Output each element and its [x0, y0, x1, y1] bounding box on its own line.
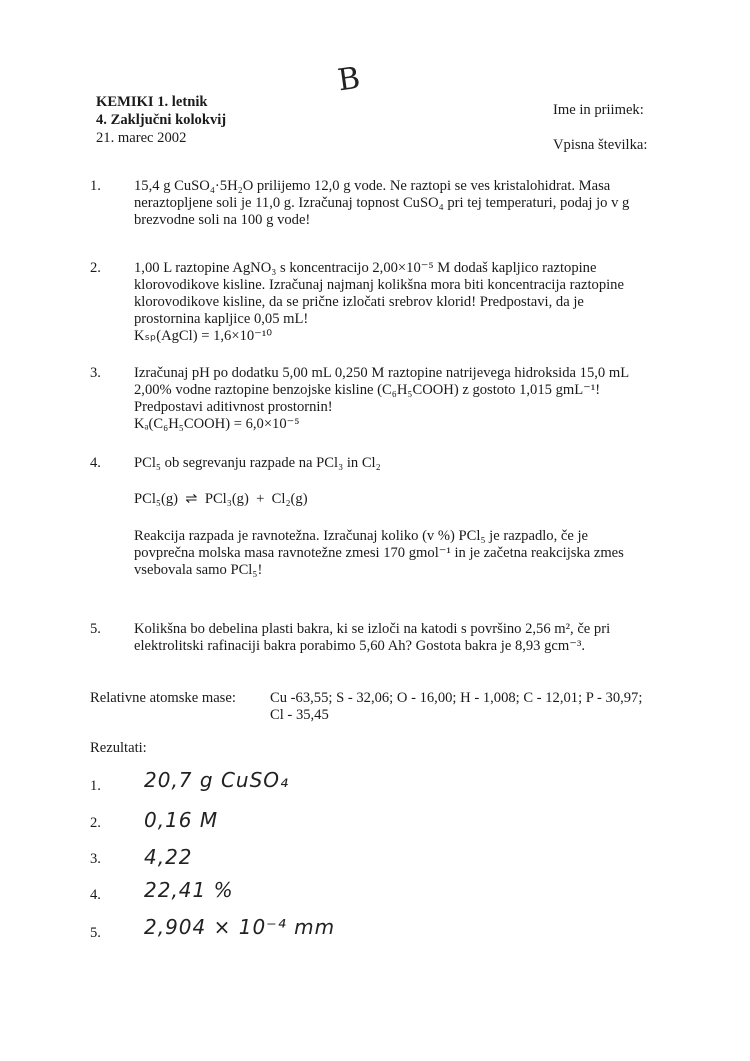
id-label: Vpisna številka: — [553, 137, 648, 153]
question-1 — [134, 178, 674, 229]
reaction-equation: PCl₅(g) ⇌ PCl₃(g) + Cl₂(g) — [134, 491, 308, 507]
question-line: 15,4 g CuSO₄·5H₂O prilijemo 12,0 g vode. Ne raztopi se ves kristalohidrat. Masa — [134, 178, 611, 194]
atomic-masses-values — [270, 690, 642, 724]
question-line: klorovodikove kisline. Izračunaj najmanj kolikšna mora biti koncentracija raztopine — [134, 277, 624, 293]
question-line: elektrolitski rafinaciji bakra porabimo 5,60 Ah? Gostota bakra je 8,93 gcm⁻³. — [134, 638, 585, 654]
question-line: Izračunaj pH po dodatku 5,00 mL 0,250 M raztopine natrijevega hidroksida 15,0 mL — [134, 365, 630, 381]
result-number: 2. — [90, 815, 101, 831]
question-line: 1,00 L raztopine AgNO₃ s koncentracijo 2,00×10⁻⁵ M dodaš kapljico raztopine — [134, 260, 597, 276]
result-answer-2: 0,16 M — [144, 808, 219, 832]
question-number: 1. — [90, 178, 101, 194]
question-number: 2. — [90, 260, 101, 276]
result-answer-3: 4,22 — [144, 845, 193, 869]
question-line: PCl₅ ob segrevanju razpade na PCl₃ in Cl₂ — [134, 455, 381, 471]
atomic-masses-label: Relativne atomske mase: — [90, 690, 236, 706]
result-answer-5: 2,904 × 10⁻⁴ mm — [144, 915, 336, 939]
result-answer-4: 22,41 % — [144, 878, 234, 902]
result-number: 3. — [90, 851, 101, 867]
question-5 — [134, 621, 674, 655]
question-line: 2,00% vodne raztopine benzojske kisline (C₆H₅COOH) z gostoto 1,015 gmL⁻¹! — [134, 382, 601, 398]
question-number: 5. — [90, 621, 101, 637]
question-2 — [134, 260, 674, 345]
exam-date: 21. marec 2002 — [96, 130, 187, 146]
question-line: prostornina kapljice 0,05 mL! — [134, 311, 309, 327]
question-number: 4. — [90, 455, 101, 471]
course-title: KEMIKI 1. letnik — [96, 94, 208, 110]
result-number: 1. — [90, 778, 101, 794]
question-line: Kₐ(C₆H₅COOH) = 6,0×10⁻⁵ — [134, 416, 300, 432]
atomic-masses-line: Cl - 35,45 — [270, 707, 329, 723]
results-label: Rezultati: — [90, 740, 147, 756]
atomic-masses-line: Cu -63,55; S - 32,06; O - 16,00; H - 1,008; C - 12,01; P - 30,97; — [270, 690, 643, 706]
question-line: Predpostavi aditivnost prostornin! — [134, 399, 333, 415]
result-number: 5. — [90, 925, 101, 941]
result-number: 4. — [90, 887, 101, 903]
question-line: Kolikšna bo debelina plasti bakra, ki se izloči na katodi s površino 2,56 m², če pri — [134, 621, 611, 637]
question-line: vsebovala samo PCl₅! — [134, 562, 263, 578]
question-line: brezvodne soli na 100 g vode! — [134, 212, 311, 228]
name-label: Ime in priimek: — [553, 102, 644, 118]
question-line: Kₛₚ(AgCl) = 1,6×10⁻¹⁰ — [134, 328, 273, 344]
question-line: klorovodikove kisline, da se prične izločati srebrov klorid! Predpostavi, da je — [134, 294, 584, 310]
variant-mark: B — [335, 60, 364, 99]
question-line: Reakcija razpada je ravnotežna. Izračunaj koliko (v %) PCl₅ je razpadlo, če je — [134, 528, 589, 544]
question-4 — [134, 455, 674, 579]
question-line: neraztopljene soli je 11,0 g. Izračunaj topnost CuSO₄ pri tej temperaturi, podaj jo v g — [134, 195, 630, 211]
question-3 — [134, 365, 674, 433]
exam-title: 4. Zaključni kolokvij — [96, 112, 227, 128]
question-number: 3. — [90, 365, 101, 381]
result-answer-1: 20,7 g CuSO₄ — [144, 768, 290, 792]
question-line: povprečna molska masa ravnotežne zmesi 170 gmol⁻¹ in je začetna reakcijska zmes — [134, 545, 624, 561]
